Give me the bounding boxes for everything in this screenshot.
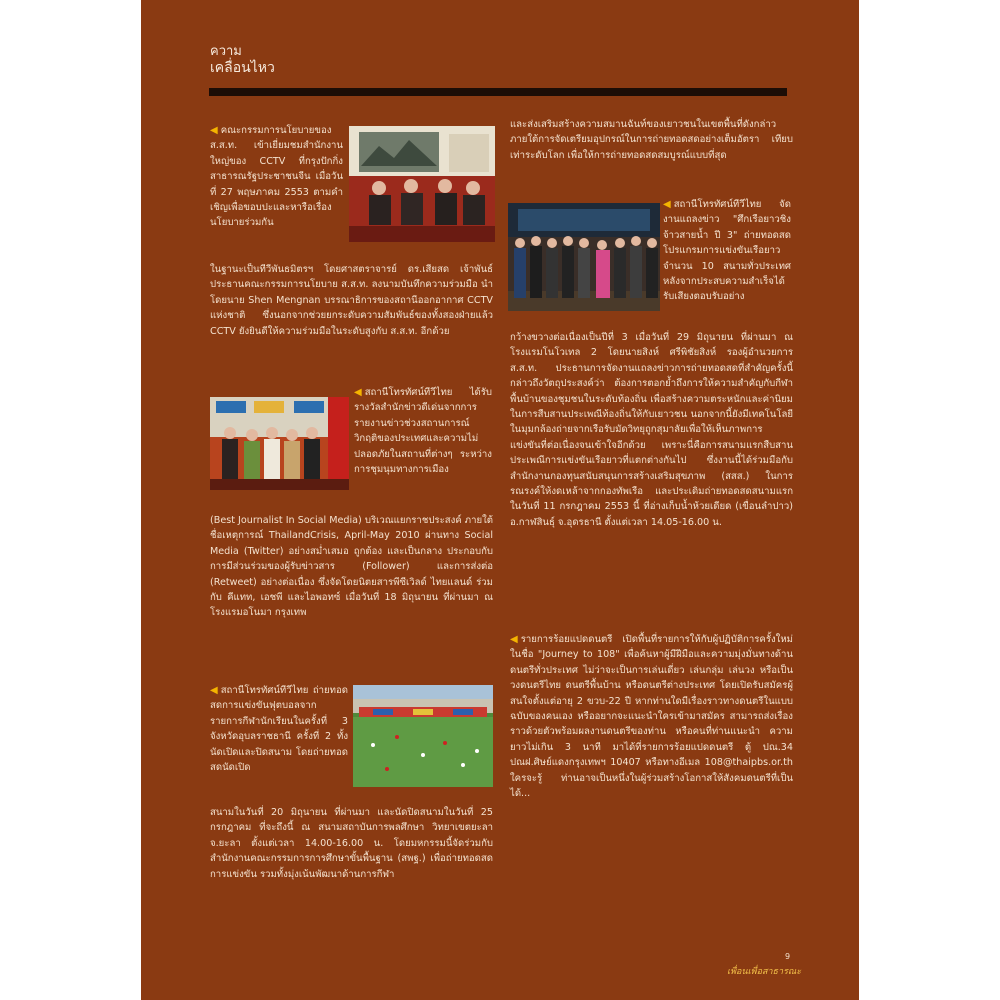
- magazine-page: [141, 0, 859, 1000]
- article1-full: [210, 262, 493, 339]
- section-title-line2: เคลื่อนไหว: [210, 60, 275, 76]
- article2-wrap: [354, 385, 492, 477]
- speaker-icon: ◀: [210, 685, 218, 696]
- football-match-photo: [353, 685, 493, 787]
- article3-wrap-text: สถานีโทรทัศน์ทีวีไทย ถ่ายทอดสดการแข่งขันฟุตบอลจากรายการกีฬานักเรียนในครั้งที่ 3 จังหวัดอุบลราชธานี ครั้งที่ 2 ทั้งนัดเปิดและปิดสนาม โดยถ่ายทอดสดนัดเปิด: [210, 685, 348, 774]
- article4-full-text: กว้างขวางต่อเนื่องเป็นปีที่ 3 เมื่อวันที่ 29 มิถุนายน ที่ผ่านมา ณ โรงแรมโนโวเทล 2 โดยนายสิงห์ ศรีพิชัยสิงห์ รองผู้อำนวยการ ส.ส.ท. ประธานการจัดงานแถลงข่าวการถ่ายทอดสดที่สำคัญครั้งนี้ กล่าวถึงวัตถุประสงค์ว่า ต้องการตอกย้ำถึงการให้ความสำคัญกับกีฬาพื้นบ้านของชุมชนในระดับท้องถิ่น เพื่อสร้างความตระหนักและค่านิยมในการสืบสานประเพณีท้องถิ่นให้กับเยาวชน นอกจากนี้ยังมีเทคโนโลยีในมุมกล้องถ่ายจากเรือรับมัดวิทยุถูกสุมาลัยเพื่อให้เห็นภาพการแข่งขันที่ต่อเนื่องจนเข้าใจอีกด้วย เพราะนี่คือการสนามแรกสืบสานประเพณีการแข่งขันเรือยาวที่แตกต่างกันไป ซึ่งงานนี้ได้ร่วมมือกับสำนักงานกองทุนสนับสนุนการสร้างเสริมสุขภาพ (สสส.) ในการรณรงค์ให้งดเหล้าจากกองทัพเรือ และประเดิมถ่ายทอดสดสนามแรกในวันที่ 11 กรกฎาคม 2553 นี้ ที่อ่างเก็บน้ำห้วยเดียด (เขื่อนลำปาว) อ.กาฬสินธุ์ จ.อุดรธานี ตั้งแต่เวลา 14.05-16.00 น.: [510, 332, 793, 528]
- article2-full-text: (Best Journalist In Social Media) บริเวณแยกราชประสงค์ ภายใต้ชื่อเหตุการณ์ ThailandCrisis, April-May 2010 ผ่านทาง Social Media (Twitter) อย่างสม่ำเสมอ ถูกต้อง และเป็นกลาง ประกอบกับการมีส่วนร่วมของผู้รับข่าวสาร (Follower) และการส่งต่อ (Retweet) อย่างต่อเนื่อง ซึ่งจัดโดยนิตยสารพีซีเวิลด์ ไทยแลนด์ ร่วมกับ คีแทท, เอชพี และไอพอทซ์ เมื่อวันที่ 18 มิถุนายน ที่ผ่านมา ณ โรงแรมอโนมา กรุงเทพ: [210, 515, 493, 619]
- article1-wrap: [210, 123, 343, 231]
- article5: [510, 632, 793, 801]
- article4-wrap-text: สถานีโทรทัศน์ทีวีไทย จัดงานแถลงข่าว "ศึกเรือยาวชิงจ้าวสายน้ำ ปี 3" ถ่ายทอดสดโปรแกรมการแข่งขันเรือยาวจำนวน 10 สนามทั่วประเทศ หลังจากประสบความสำเร็จได้รับเสียงตอบรับอย่าง: [663, 199, 791, 303]
- article3-full: [210, 805, 493, 882]
- article5-text: รายการร้อยแปดดนตรี เปิดพื้นที่รายการให้กับผู้ปฏิบัติการครั้งใหม่ในชื่อ "Journey to 108" เพื่อค้นหาผู้มีฝีมือและความมุ่งมั่นทางด้านดนตรีทั่วประเทศ ไม่ว่าจะเป็นการเล่นเดี่ยว เล่นกลุ่ม เล่นวง หรือเป็นวงดนตรีไทย ดนตรีพื้นบ้าน หรือดนตรีต่างประเทศ โดยเปิดรับสมัครผู้สนใจตั้งแต่อายุ 2 ขวบ-22 ปี หากท่านใดมีเรื่องราวทางดนตรีในแบบฉบับของคนเอง หรืออยากจะแนะนำใครเข้ามาสมัคร สามารถส่งเรื่องราวด้วยตัวพร้อมผลงานดนตรีของท่าน หรือคนที่ท่านแนะนำ ความยาวไม่เกิน 3 นาที มาได้ที่รายการร้อยแปดดนตรี ตู้ ปณ.34 ปณฝ.ศิษย์แดงกรุงเทพฯ 10407 หรือทางอีเมล 108@thaipbs.or.th ใครจะรู้ ท่านอาจเป็นหนึ่งในผู้ร่วมสร้างโอกาสให้สังคมดนตรีที่เป็นได้...: [510, 634, 793, 800]
- magazine-name: เพื่อนเพื่อสาธารณะ: [727, 967, 802, 977]
- header-rule: [209, 88, 787, 96]
- speaker-icon: ◀: [210, 125, 218, 136]
- speaker-icon: ◀: [663, 199, 671, 210]
- article3-full-text: สนามในวันที่ 20 มิถุนายน ที่ผ่านมา และนัดปิดสนามในวันที่ 25 กรกฎาคม ที่จะถึงนี้ ณ สนามสถาบันการพลศึกษา วิทยาเขตยะลา จ.ยะลา ตั้งแต่เวลา 14.00-16.00 น. โดยมหกรรมนี้จัดร่วมกับสำนักงานคณะกรรมการการศึกษาขั้นพื้นฐาน (สพฐ.) เพื่อถ่ายทอดสดการแข่งขัน รวมทั้งมุ่งเน้นพัฒนาด้านการกีฬา: [210, 807, 493, 880]
- article1-full-text: ในฐานะเป็นทีวีพันธมิตรฯ โดยศาสตราจารย์ ดร.เสียสด เจ้าพันธ์ประธานคณะกรรมการนโยบาย ส.ส.ท. ลงนามบันทึกความร่วมมือ นำโดยนาย Shen Mengnan บรรณาธิการของสถานีออกอากาศ CCTV แห่งชาติ ซึ่งนอกจากช่วยยกระดับความสัมพันธ์ของทั้งสองฝ่ายแล้ว CCTV ยังยินดีให้ความร่วมมือในระดับสูงกับ ส.ส.ท. อีกด้วย: [210, 264, 493, 337]
- award-photo: [210, 397, 349, 490]
- article3-wrap: [210, 683, 348, 775]
- article1-wrap-text: คณะกรรมการนโยบายของ ส.ส.ท. เข้าเยี่ยมชมสำนักงานใหญ่ของ CCTV ที่กรุงปักกิ่ง สาธารณรัฐประชาชนจีน เมื่อวันที่ 27 พฤษภาคม 2553 ตามคำเชิญเพื่อขอบปะและหารือเรื่องนโยบายร่วมกัน: [210, 125, 343, 229]
- article3-continued: [510, 117, 793, 163]
- article2-full: [210, 513, 493, 621]
- article3-continued-text: และส่งเสริมสร้างความสมานฉันท์ของเยาวชนในเขตพื้นที่ดังกล่าว ภายใต้การจัดเตรียมอุปกรณ์ในการถ่ายทอดสดอย่างเต็มอัตรา เทียบเท่าระดับโลก เพื่อให้การถ่ายทอดสดสมบูรณ์แบบที่สุด: [510, 119, 793, 161]
- speaker-icon: ◀: [354, 387, 362, 398]
- section-title-line1: ความ: [210, 44, 242, 59]
- article4-full: [510, 330, 793, 530]
- page-number: 9: [785, 952, 791, 961]
- section-header: [210, 44, 275, 76]
- article4-wrap: [663, 197, 791, 305]
- boat-race-press-photo: [508, 203, 660, 311]
- speaker-icon: ◀: [510, 634, 518, 645]
- cctv-meeting-photo: [349, 126, 495, 242]
- article2-wrap-text: สถานีโทรทัศน์ทีวีไทย ได้รับรางวัลสำนักข่าวดีเด่นจากการรายงานข่าวช่วงสถานการณ์วิกฤติของประเทศและความไม่ปลอดภัยในสถานที่ต่างๆ ระหว่างการชุมนุมทางการเมือง: [354, 387, 492, 476]
